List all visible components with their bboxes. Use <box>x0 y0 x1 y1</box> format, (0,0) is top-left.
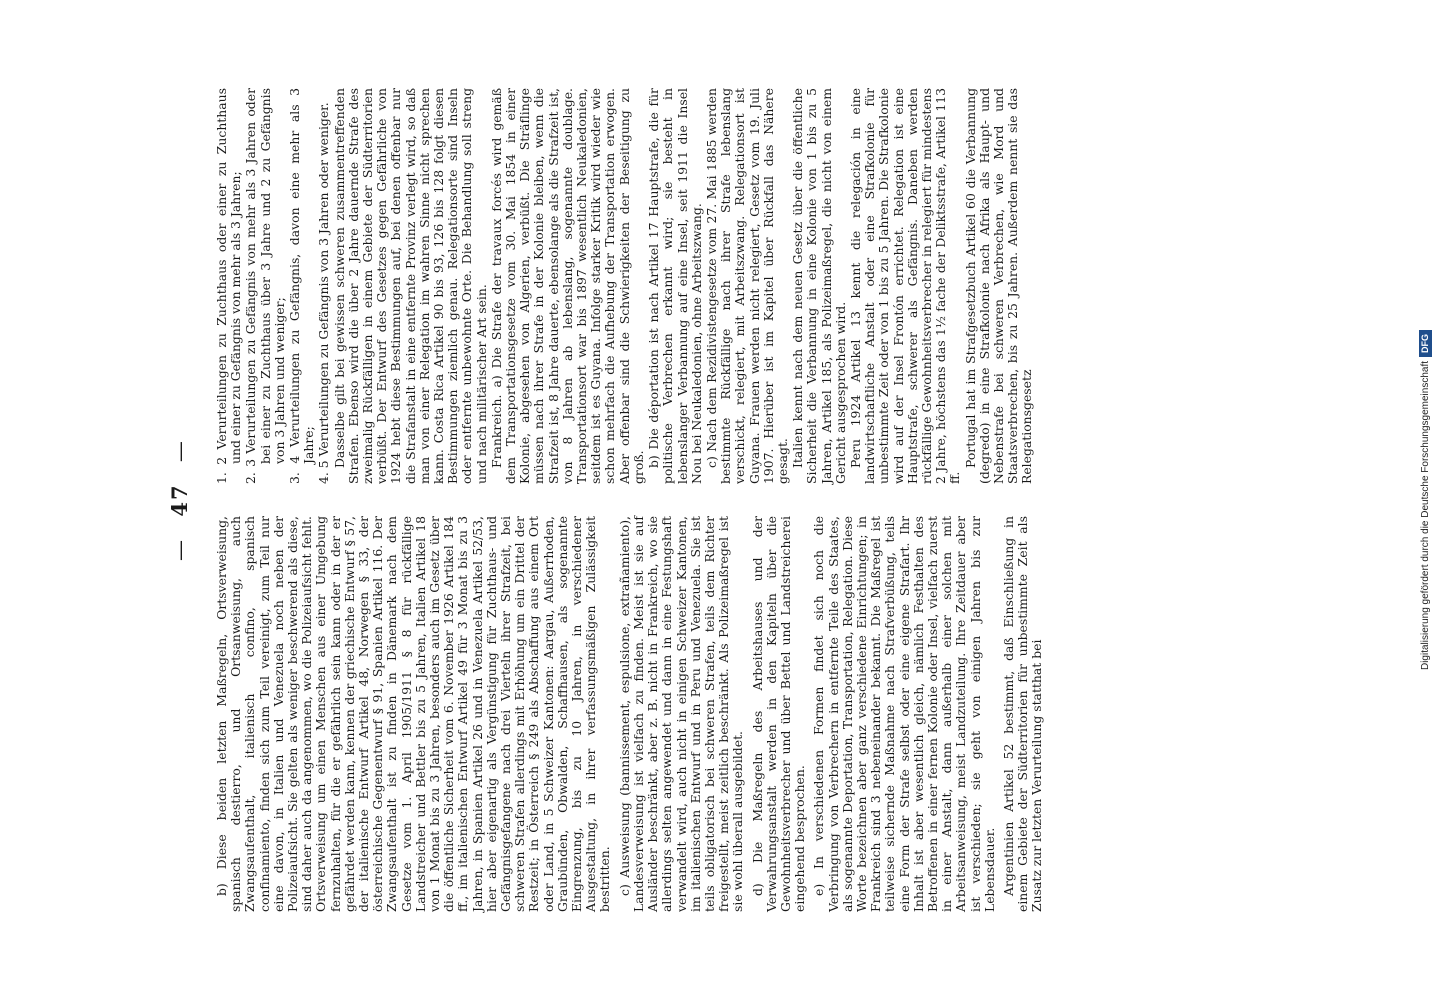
paragraph-dasselbe: Dasselbe gilt bei gewissen schweren zusammentreffenden Strafen. Ebenso wird die über 2 Jahre dauernde Strafe des zweimalig Rückfälligen in einem Gebiete der Südterritorien verbüßt. Der Entwurf des Gesetzes gegen Gefährliche von 1924 hebt diese Bestimmungen auf, bei denen offenbar nur die Strafanstalt in eine entfernte Provinz verlegt wird, so daß man von einer Relegation im wahren Sinne nicht sprechen kann. Costa Rica Artikel 90 bis 93, 126 bis 128 folgt diesen Bestimmungen ziemlich genau. Relegationsorte sind Inseln oder entfernte unbewohnte Orte. Die Behandlung soll streng und nach militärischer Art sein. <box>331 88 489 484</box>
paragraph-e-deportation: e) In verschiedenen Formen findet sich noch die Verbringung von Verbrechern in entfernte Teile des Staates, als sogenannte Deportation, Transportation, Relegation. Diese Worte bezeichnen aber ganz verschiedene Einrichtungen; in Frankreich sind 3 nebeneinander bekannt. Die Maßregel ist teilweise sichernde Maßnahme nach Strafverbüßung, teils eine Form der Strafe selbst oder eine eigene Strafart. Ihr Inhalt ist aber wesentlich gleich, nämlich Festhalten des Betroffenen in einer fernen Kolonie oder Insel, vielfach zuerst in einer Anstalt, dann außerhalb einer solchen mit Arbeitsanweisung, meist Landzuteilung. Ihre Zeitdauer aber ist verschieden; sie geht von einigen Jahren bis zur Lebensdauer. <box>811 516 997 912</box>
conviction-list <box>215 88 332 484</box>
paragraph-portugal: Portugal hat im Strafgesetzbuch Artikel 60 die Verbannung (degredo) in eine Strafkolonie nach Afrika als Haupt- und Nebenstrafe bei schweren Verbrechen, wie Mord und Staatsverbrechen, bis zu 25 Jahren. Außerdem nennt sie das Relegationsgesetz <box>962 88 1035 484</box>
stamp-text: Digitalisierung gefördert durch die Deutsche Forschungsgemeinschaft <box>1419 360 1431 671</box>
paragraph-deportation-b: b) Die déportation ist nach Artikel 17 Hauptstrafe, die für politische Verbrechen erkannt wird; sie besteht in lebenslanger Verbannung auf eine Insel, seit 1911 die Insel Nou bei Neukaledonien, ohne Arbeitszwang. <box>646 88 704 484</box>
book-page <box>97 80 1337 920</box>
text-columns <box>215 88 1227 912</box>
paragraph-peru: Peru 1924 Artikel 13 kennt die relegación in eine landwirtschaftliche Anstalt oder eine Strafkolonie für unbestimmte Zeit oder von 1 bis zu 5 Jahren. Die Strafkolonie wird auf der Insel Frontón errichtet. Relegation ist eine Hauptstrafe, schwerer als Gefängnis. Daneben werden rückfällige Gewohnheitsverbrecher in relegiert für mindestens 2 Jahre, höchstens das 1½ fache der Deliktsstrafe, Artikel 113 ff. <box>847 88 963 484</box>
digitization-stamp <box>1416 10 1434 990</box>
paragraph-argentinien: Argentinien Artikel 52 bestimmt, daß Einschließung in einem Gebiete der Südterritorien für unbestimmte Zeit als Zusatz zur letzten Verurteilung statthat bei <box>1000 516 1045 912</box>
paragraph-rezidivisten-c: c) Nach dem Rezidivistengesetze vom 27. Mai 1885 werden bestimmte Rückfällige nach ihrer Strafe lebenslang verschickt, relegiert, mit Arbeitszwang. Relegationsort ist Guyana. Frauen werden nicht relegiert, Gesetz vom 19. Juli 1907. Hierüber ist im Kapitel über Rückfall das Nähere gesagt. <box>703 88 790 484</box>
list-item: 4. 5 Verurteilungen zu Gefängnis von 3 Jahren oder weniger. <box>316 102 332 484</box>
right-column <box>215 88 1227 484</box>
list-item: 3. 4 Verurteilungen zu Gefängnis, davon eine mehr als 3 Jahre; <box>287 88 317 484</box>
paragraph-b-ortsverweisung: b) Diese beiden letzten Maßregeln, Ortsverweisung, spanisch destierro, und Ortsanweisung, auch Zwangsaufenthalt, italienisch confino, spanisch confinamiento, finden sich zum Teil vereinigt, zum Teil nur eine davon, in Italien und Venezuela noch neben der Polizeiaufsicht. Sie gelten als weniger beschwerend als diese, sind daher auch da angenommen, wo die Polizeiaufsicht fehlt. Ortsverweisung um einen Menschen aus einer Umgebung fernzuhalten, für die er gefährlich sein kann oder in der er gefährdet werden kann, kennen der griechische Entwurf § 57, der italienische Entwurf Artikel 48, Norwegen § 33, der österreichische Gegenentwurf § 91, Spanien Artikel 116. Der Zwangsaufenthalt ist zu finden in Dänemark nach dem Gesetze vom 1. April 1905/1911 § 8 für rückfällige Landstreicher und Bettler bis zu 5 Jahren, Italien Artikel 18 von 1 Monat bis zu 3 Jahren, besonders auch im Gesetz über die öffentliche Sicherheit vom 6. November 1926 Artikel 184 ff., im italienischen Entwurf Artikel 49 für 3 Monat bis zu 3 Jahren, in Spanien Artikel 26 und in Venezuela Artikel 52/53, hier aber eigenartig als Vergünstigung für Zuchthaus- und Gefängnisgefangene nach drei Vierteln ihrer Strafzeit, bei schweren Strafen allerdings mit Erhöhung um ein Drittel der Restzeit; in Österreich § 249 als Abschaffung aus einem Ort oder Land, in 5 Schweizer Kantonen: Aargau, Außerrhoden, Graubünden, Obwalden, Schaffhausen, als sogenannte Eingrenzung, bis zu 10 Jahren, in verschiedener Ausgestaltung, in ihrer verfassungsmäßigen Zulässigkeit bestritten. <box>214 516 613 912</box>
paragraph-c-ausweisung: c) Ausweisung (bannissement, espulsione, extrañamiento), Landesverweisung ist vielfach zu finden. Meist ist sie auf Ausländer beschränkt, aber z. B. nicht in Frankreich, wo sie allerdings selten angewendet und dann in eine Festungshaft verwandelt wird, auch nicht in einigen Schweizer Kantonen, im italienischen Entwurf und in Peru und Venezuela. Sie ist teils obligatorisch bei schweren Strafen, teils dem Richter freigestellt, meist zeitlich beschränkt. Als Polizeimaßregel ist sie wohl überall ausgebildet. <box>616 516 746 912</box>
list-item: 1. 2 Verurteilungen zu Zuchthaus oder einer zu Zuchthaus und einer zu Gefängnis von mehr als 3 Jahren; <box>214 88 244 484</box>
page-number: 47 <box>167 483 192 517</box>
left-column <box>215 516 1227 912</box>
list-item: 2. 3 Verurteilungen zu Gefängnis von mehr als 3 Jahren oder bei einer zu Zuchthaus über 3 Jahre und 2 zu Gefängnis von 3 Jahren und weniger; <box>243 88 287 484</box>
paragraph-italien: Italien kennt nach dem neuen Gesetz über die öffentliche Sicherheit die Verbannung in eine Kolonie von 1 bis zu 5 Jahren, Artikel 185, als Polizeimaßregel, die nicht von einem Gericht ausgesprochen wird. <box>790 88 848 484</box>
page-header <box>167 80 207 920</box>
header-dash-right: — <box>168 439 192 463</box>
dfg-logo: DFG <box>1419 330 1432 357</box>
paragraph-d-arbeitshaus: d) Die Maßregeln des Arbeitshauses und der Verwahrungsanstalt werden in den Kapiteln über die Gewohnheitsverbrecher und über Bettel und Landstreicherei eingehend besprochen. <box>749 516 808 912</box>
paragraph-frankreich: Frankreich. a) Die Strafe der travaux forcés wird gemäß dem Transportationsgesetze vom 30. Mai 1854 in einer Kolonie, abgesehen von Algerien, verbüßt. Die Sträflinge müssen nach ihrer Strafe in der Kolonie bleiben, wenn die Strafzeit ist, 8 Jahre dauerte, ebensolange als die Strafzeit ist, von 8 Jahren ab lebenslang, sogenannte doublage. Transportationsort war bis 1897 wesentlich Neukaledonien, seitdem ist es Guyana. Infolge starker Kritik wird wieder wie schon mehrfach die Aufhebung der Transportation erwogen. Aber offenbar sind die Schwierigkeiten der Beseitigung zu groß. <box>488 88 646 484</box>
header-dash-left: — <box>168 537 192 561</box>
